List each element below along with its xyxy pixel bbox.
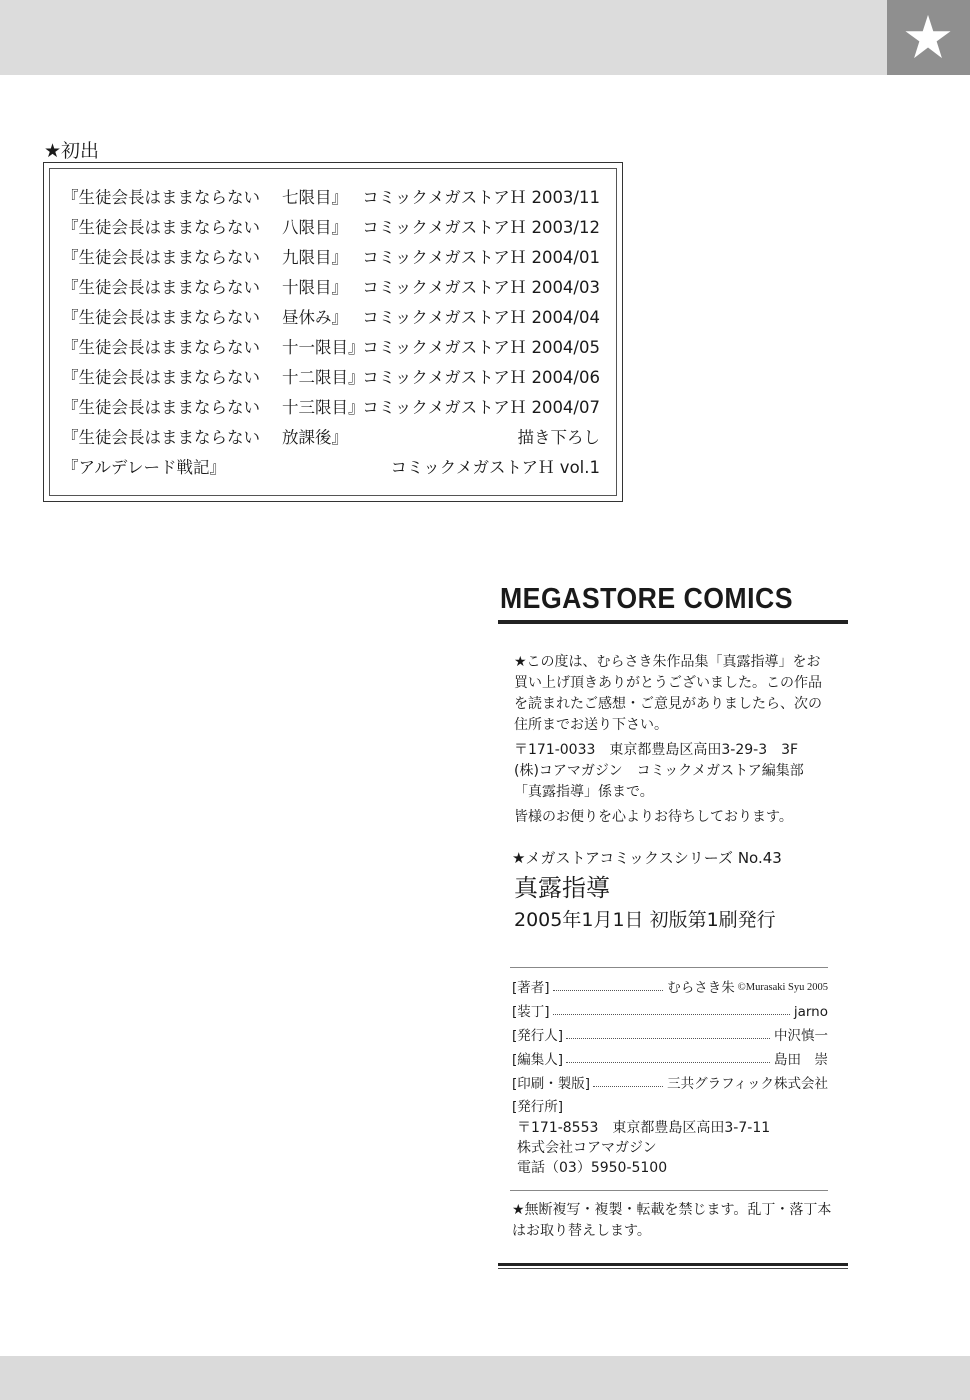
publication-row [62, 455, 600, 481]
credit-value: 島田 崇 [774, 1052, 828, 1068]
publication-row [62, 185, 600, 211]
credit-publisher-person [512, 1024, 828, 1048]
publication-title: 『生徒会長はままならない [62, 248, 260, 267]
office-line: 〒171-8553 東京都豊島区高田3-7-11 [517, 1120, 771, 1136]
copy-warning: ★無断複写・複製・転載を禁じます。乱丁・落丁本はお取り替えします。 [512, 1202, 832, 1239]
closing-message: 皆様のお便りを心よりお待ちしております。 [514, 809, 793, 825]
brand-logo: MEGASTORE COMICS [500, 583, 793, 615]
credit-design [512, 1000, 828, 1024]
publication-row [62, 275, 600, 301]
publish-date: 2005年1月1日 初版第1刷発行 [514, 909, 776, 931]
dot-leader [553, 1014, 790, 1015]
publication-chapter: 十二限目』 [282, 368, 365, 387]
credit-editor [512, 1048, 828, 1072]
publication-source: コミックメガストアＨ 2004/07 [362, 398, 600, 417]
dot-leader [566, 1038, 770, 1039]
end-rule-thin [498, 1268, 848, 1269]
publication-row [62, 365, 600, 391]
publication-source: コミックメガストアＨ vol.1 [390, 458, 600, 477]
publication-title: 『生徒会長はままならない [62, 398, 260, 417]
publication-title: 『生徒会長はままならない [62, 428, 260, 447]
series-label: ★メガストアコミックスシリーズ No.43 [512, 849, 782, 867]
credit-label: [発行人] [512, 1028, 564, 1044]
credit-author [512, 976, 828, 1000]
office-line: 電話（03）5950-5100 [517, 1160, 668, 1176]
first-publication-heading: ★初出 [44, 140, 100, 162]
publication-chapter: 九限目』 [282, 248, 348, 267]
publication-row [62, 335, 600, 361]
publication-chapter: 放課後』 [282, 428, 348, 447]
publication-title: 『生徒会長はままならない [62, 368, 260, 387]
address-line: (株)コアマガジン コミックメガストア編集部 [514, 763, 804, 779]
credit-label: [印刷・製版] [512, 1076, 591, 1092]
credit-label: [著者] [512, 980, 550, 996]
publication-source: コミックメガストアＨ 2004/06 [362, 368, 600, 387]
credit-value: むらさき朱 [667, 980, 735, 996]
publication-title: 『生徒会長はままならない [62, 308, 260, 327]
star-icon [904, 13, 952, 61]
publication-title: 『アルデレード戦記』 [62, 458, 227, 477]
publication-row [62, 425, 600, 451]
dot-leader [566, 1062, 770, 1063]
bottom-gray-band [0, 1356, 970, 1400]
publication-row [62, 245, 600, 271]
publication-source: コミックメガストアＨ 2003/12 [362, 218, 600, 237]
credit-label: [編集人] [512, 1052, 564, 1068]
credit-label: [発行所] [512, 1099, 564, 1115]
publication-source: コミックメガストアＨ 2004/04 [362, 308, 600, 327]
reader-notice: ★この度は、むらさき朱作品集「真露指導」をお買い上げ頂きありがとうございました。この作品を読まれたご感想・ご意見がありましたら、次の住所までお送り下さい。 [514, 654, 822, 733]
credits-bottom-rule [510, 1190, 828, 1191]
end-rule-thick [498, 1263, 848, 1266]
credit-printing [512, 1072, 828, 1096]
dot-leader [553, 990, 664, 991]
office-line: 株式会社コアマガジン [517, 1140, 657, 1156]
credits-top-rule [510, 967, 828, 968]
publication-source: 描き下ろし [517, 428, 600, 447]
publication-chapter: 十三限目』 [282, 398, 365, 417]
publication-row [62, 215, 600, 241]
publication-chapter: 昼休み』 [282, 308, 348, 327]
publication-chapter: 八限目』 [282, 218, 348, 237]
credit-value: 三共グラフィック株式会社 [667, 1076, 828, 1092]
credit-value: 中沢慎一 [774, 1028, 828, 1044]
publication-source: コミックメガストアＨ 2004/05 [362, 338, 600, 357]
publication-row [62, 305, 600, 331]
publication-chapter: 十限目』 [282, 278, 348, 297]
book-title: 真露指導 [514, 874, 610, 902]
publication-title: 『生徒会長はままならない [62, 218, 260, 237]
publication-source: コミックメガストアＨ 2004/01 [362, 248, 600, 267]
credits-block [512, 976, 828, 1178]
office-address [512, 1118, 828, 1178]
credit-label: [装丁] [512, 1004, 550, 1020]
brand-rule [498, 620, 848, 624]
top-gray-band [0, 0, 887, 75]
first-publication-box [43, 162, 623, 502]
credit-value: jarno [793, 1004, 828, 1020]
publication-source: コミックメガストアＨ 2003/11 [362, 188, 600, 207]
publication-source: コミックメガストアＨ 2004/03 [362, 278, 600, 297]
address-line: 〒171-0033 東京都豊島区高田3-29-3 3F [514, 742, 799, 758]
corner-star-tab [887, 0, 970, 75]
publication-chapter: 七限目』 [282, 188, 348, 207]
dot-leader [593, 1086, 663, 1087]
address-line: 「真露指導」係まで。 [514, 784, 654, 800]
publication-chapter: 十一限目』 [282, 338, 365, 357]
copyright-notice: ©Murasaki Syu 2005 [737, 982, 828, 993]
publication-title: 『生徒会長はままならない [62, 188, 260, 207]
editorial-address [514, 740, 834, 803]
publication-title: 『生徒会長はままならない [62, 338, 260, 357]
publication-title: 『生徒会長はままならない [62, 278, 260, 297]
publication-row [62, 395, 600, 421]
credit-office [512, 1096, 828, 1118]
